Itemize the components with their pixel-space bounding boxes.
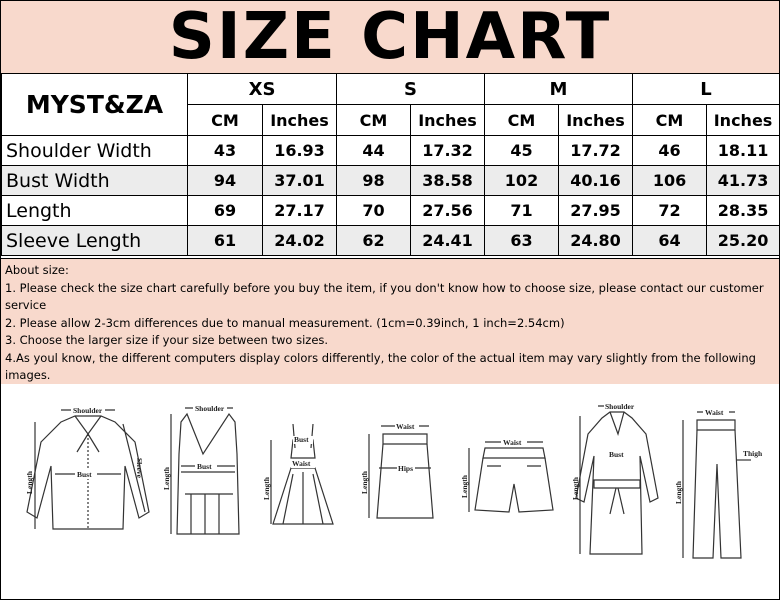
unit-inches: Inches [263, 105, 337, 136]
blouse-diagram [13, 394, 163, 539]
length-label: Length [25, 471, 34, 494]
waist-label: Waist [396, 422, 415, 431]
cell-value: 69 [188, 196, 263, 226]
size-header-l: L [633, 74, 780, 105]
title-band [1, 1, 779, 74]
unit-cm: CM [485, 105, 559, 136]
page-title: SIZE CHART [168, 0, 612, 74]
cell-value: 94 [188, 166, 263, 196]
skirt-diagram [359, 414, 449, 524]
unit-inches: Inches [707, 105, 780, 136]
bust-label: Bust [197, 462, 212, 471]
cell-value: 41.73 [707, 166, 780, 196]
cell-value: 17.72 [559, 136, 633, 166]
cell-value: 40.16 [559, 166, 633, 196]
size-header-s: S [337, 74, 485, 105]
unit-inches: Inches [559, 105, 633, 136]
length-label: Length [262, 477, 271, 500]
bust-label: Bust [77, 470, 92, 479]
cell-value: 24.02 [263, 226, 337, 256]
cell-value: 27.56 [411, 196, 485, 226]
cell-value: 62 [337, 226, 411, 256]
cell-value: 46 [633, 136, 707, 166]
cell-value: 24.80 [559, 226, 633, 256]
bust-label: Bust [609, 450, 624, 459]
cell-value: 17.32 [411, 136, 485, 166]
coat-diagram [566, 394, 666, 559]
size-header-row [2, 74, 780, 105]
size-notes [1, 258, 779, 388]
cell-value: 43 [188, 136, 263, 166]
length-label: Length [571, 477, 580, 500]
row-label: Sleeve Length [2, 226, 188, 256]
cell-value: 38.58 [411, 166, 485, 196]
trousers-diagram [671, 398, 771, 563]
unit-cm: CM [633, 105, 707, 136]
size-header-xs: XS [188, 74, 337, 105]
cell-value: 27.95 [559, 196, 633, 226]
note-item: 4.As youl know, the different computers display colors differently, the color of the actual item may vary slightly from the following images. [5, 350, 756, 382]
thigh-label: Thigh [743, 449, 763, 458]
cell-value: 98 [337, 166, 411, 196]
waist-label: Waist [503, 438, 522, 447]
table-row-shoulder-width [2, 136, 780, 166]
cell-value: 106 [633, 166, 707, 196]
cell-value: 72 [633, 196, 707, 226]
shoulder-label: Shoulder [195, 404, 225, 413]
cell-value: 70 [337, 196, 411, 226]
shoulder-label: Shoulder [73, 406, 103, 415]
length-label: Length [460, 475, 469, 498]
hips-label: Hips [398, 464, 414, 473]
measurement-diagrams [1, 384, 779, 599]
length-label: Length [360, 471, 369, 494]
bust-label: Bust [294, 435, 309, 444]
cell-value: 27.17 [263, 196, 337, 226]
waist-label: Waist [292, 459, 311, 468]
cell-value: 63 [485, 226, 559, 256]
cell-value: 24.41 [411, 226, 485, 256]
cell-value: 61 [188, 226, 263, 256]
cell-value: 71 [485, 196, 559, 226]
cell-value: 37.01 [263, 166, 337, 196]
cell-value: 45 [485, 136, 559, 166]
unit-cm: CM [188, 105, 263, 136]
cell-value: 44 [337, 136, 411, 166]
unit-inches: Inches [411, 105, 485, 136]
cell-value: 28.35 [707, 196, 780, 226]
cell-value: 102 [485, 166, 559, 196]
sleeve-label: Sleeve [135, 458, 144, 478]
size-table [1, 73, 780, 256]
note-item: 1. Please check the size chart carefully before you buy the item, if you don't know how to choose size, please contact our customer service [5, 280, 764, 312]
size-header-m: M [485, 74, 633, 105]
length-label: Length [162, 467, 171, 490]
row-label: Length [2, 196, 188, 226]
note-item: 2. Please allow 2-3cm differences due to manual measurement. (1cm=0.39inch, 1 inch=2.54cm) [5, 315, 565, 330]
table-row-bust-width [2, 166, 780, 196]
cell-value: 18.11 [707, 136, 780, 166]
length-label: Length [674, 481, 683, 504]
shorts-diagram [461, 432, 561, 522]
notes-heading: About size: [5, 263, 69, 277]
row-label: Bust Width [2, 166, 188, 196]
dress-diagram [263, 414, 343, 534]
vneck-top-diagram [163, 394, 253, 544]
cell-value: 16.93 [263, 136, 337, 166]
table-row-sleeve-length [2, 226, 780, 256]
cell-value: 25.20 [707, 226, 780, 256]
row-label: Shoulder Width [2, 136, 188, 166]
note-item: 3. Choose the larger size if your size between two sizes. [5, 333, 329, 347]
shoulder-label: Shoulder [605, 402, 635, 411]
waist-label: Waist [705, 408, 724, 417]
brand-name: MYST&ZA [2, 74, 188, 136]
table-row-length [2, 196, 780, 226]
cell-value: 64 [633, 226, 707, 256]
unit-cm: CM [337, 105, 411, 136]
